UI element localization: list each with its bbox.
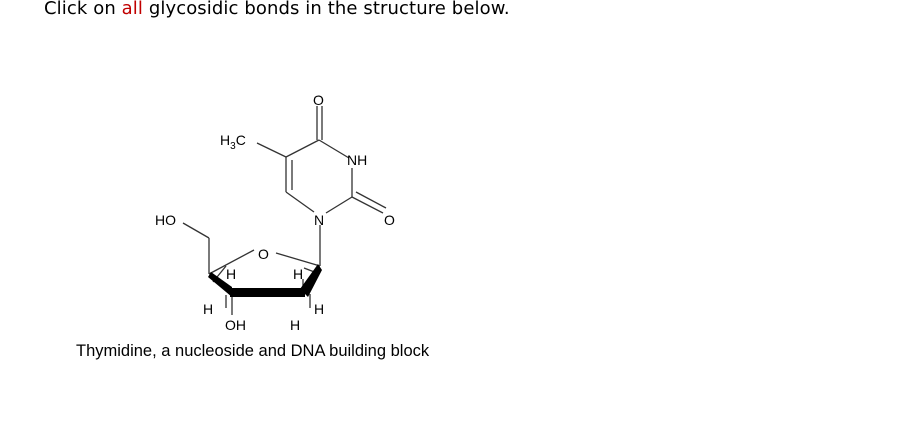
instruction-suffix: glycosidic bonds in the structure below.	[143, 0, 510, 19]
instruction-highlight-all: all	[121, 0, 143, 19]
bond-c2-o-double-a[interactable]	[352, 197, 383, 213]
atom-o-carbonyl-top: O	[313, 92, 324, 108]
atom-nh: NH	[347, 152, 368, 168]
atom-o-carbonyl-right: O	[384, 212, 395, 228]
atom-methyl-h: H	[220, 132, 231, 148]
atom-n1: N	[314, 212, 325, 228]
atom-h-left-inner: H	[226, 266, 237, 282]
atom-h-right-outer: H	[314, 301, 325, 317]
bond-c5-methyl[interactable]	[257, 143, 286, 157]
atom-methyl-label	[220, 132, 246, 152]
structure-caption: Thymidine, a nucleoside and DNA building block	[76, 342, 430, 360]
bond-o4prime-c1prime[interactable]	[276, 253, 320, 266]
bond-c2-n1[interactable]	[326, 197, 352, 213]
bond-c4-c5[interactable]	[286, 140, 319, 157]
atom-ho: HO	[155, 212, 176, 228]
bond-c5prime-hydroxyl[interactable]	[183, 223, 209, 238]
atom-h-bottom: H	[290, 317, 301, 333]
bond-c3prime-c2prime-bold[interactable]	[230, 288, 305, 297]
atom-methyl-c: C	[235, 132, 246, 148]
atom-o-ring: O	[258, 246, 269, 262]
atom-h-right-inner: H	[293, 266, 304, 282]
bond-c2-o-double-b[interactable]	[356, 192, 386, 208]
bond-c6-n1[interactable]	[286, 192, 314, 212]
atom-h-left-outer: H	[203, 301, 214, 317]
atom-oh: OH	[225, 317, 246, 333]
bond-c4-n3[interactable]	[319, 140, 349, 158]
atom-methyl-subscript: 3	[230, 141, 236, 152]
instruction-prefix: Click on	[44, 0, 122, 19]
